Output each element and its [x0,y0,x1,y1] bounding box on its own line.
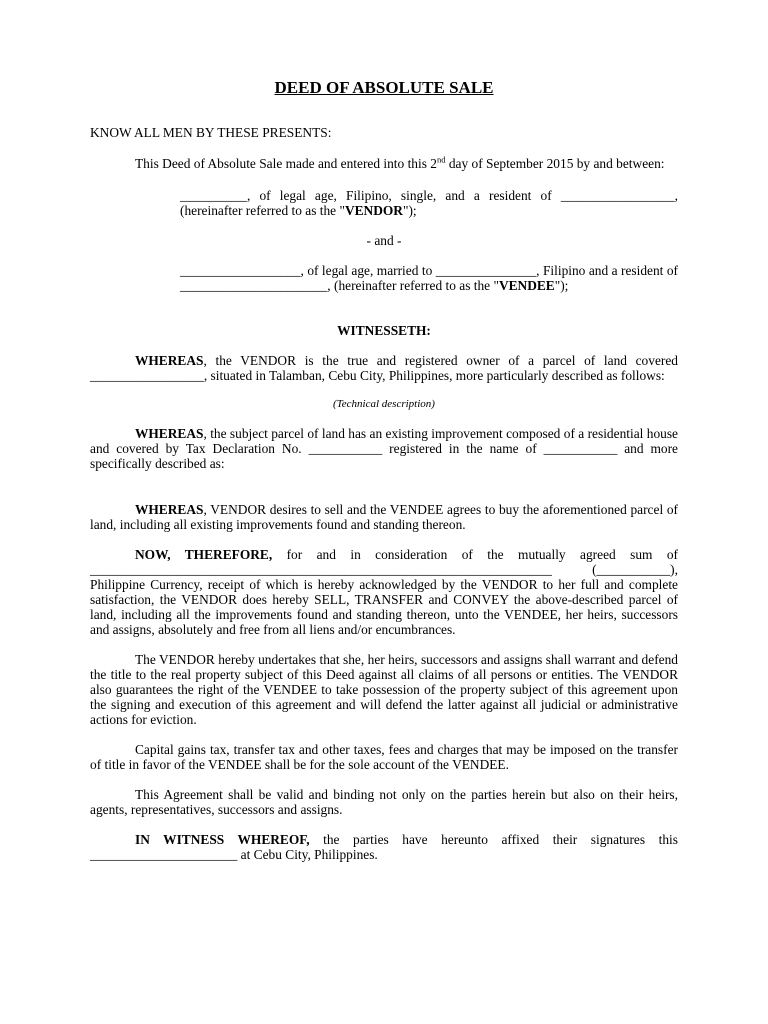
taxes-paragraph: Capital gains tax, transfer tax and other taxes, fees and charges that may be imposed on the transfer of title in favor of the VENDEE shall be for the sole account of the VENDEE. [90,742,678,772]
witnesseth-heading: WITNESSETH: [337,323,431,338]
whereas-improvement-text: , the subject parcel of land has an existing improvement composed of a residential house and covered by Tax Declaration No. ___________ registered in the name of ___________ and more specifically described as: [90,426,678,471]
vendor-party-text: __________, of legal age, Filipino, single, and a resident of _________________, (hereinafter referred to as the " [180,188,678,218]
vendor-label: VENDOR [344,203,403,218]
document-page [90,78,678,862]
whereas-ownership-paragraph [90,353,678,383]
vendee-party-end: "); [554,278,569,293]
and-separator: - and - [366,233,402,248]
in-witness-text: the parties have hereunto affixed their signatures this ______________________ at Cebu City, Philippines. [90,832,678,862]
warranty-paragraph: The VENDOR hereby undertakes that she, her heirs, successors and assigns shall warrant and defend the title to the real property subject of this Deed against all claims of all persons or entities. The VENDOR also guarantees the right of the VENDEE to take possession of the property subject of this agreement upon the signing and execution of this agreement and will defend the latter against all judicial or administrative actions for eviction. [90,652,678,727]
technical-description-placeholder: (Technical description) [333,398,435,410]
intro-ordinal-suffix: nd [436,154,446,165]
whereas-keyword: WHEREAS [135,353,204,368]
now-therefore-text: for and in consideration of the mutually agreed sum of _____________________________________________________________________ (___________), Philippine Currency, receipt of which is hereby acknowledged by the VENDOR to her full and complete satisfaction, the VENDOR does hereby SELL, TRANSFER and CONVEY the above-described parcel of land, including all the improvements found and standing thereon, unto the VENDEE, her heirs, successors and assigns, absolutely and free from all liens and/or encumbrances. [90,547,678,637]
binding-paragraph: This Agreement shall be valid and binding not only on the parties herein but also on their heirs, agents, representatives, successors and assigns. [90,787,678,817]
in-witness-keyword: IN WITNESS WHEREOF, [135,832,310,847]
intro-text-before: This Deed of Absolute Sale made and entered into this 2 [135,156,437,171]
vendor-party [180,188,678,218]
now-therefore-paragraph [90,547,678,637]
document-title: DEED OF ABSOLUTE SALE [274,78,494,97]
vendee-party-text: __________________, of legal age, married to _______________, Filipino and a resident of ______________________, (hereinafter referred to as the " [180,263,678,293]
vendee-label: VENDEE [498,278,555,293]
in-witness-paragraph [90,832,678,862]
whereas-ownership-text: , the VENDOR is the true and registered owner of a parcel of land covered _________________, situated in Talamban, Cebu City, Philippines, more particularly described as follows: [90,353,678,383]
vendee-party [180,263,678,293]
whereas-improvement-paragraph [90,426,678,471]
whereas-keyword: WHEREAS [135,426,204,441]
whereas-sale-text: , VENDOR desires to sell and the VENDEE agrees to buy the aforementioned parcel of land, including all existing improvements found and standing thereon. [90,502,678,532]
whereas-keyword: WHEREAS [135,502,204,517]
whereas-sale-paragraph [90,502,678,532]
intro-text-after: day of September 2015 by and between: [445,156,665,171]
salutation: KNOW ALL MEN BY THESE PRESENTS: [90,125,332,140]
now-therefore-keyword: NOW, THEREFORE, [135,547,273,562]
vendor-party-end: "); [402,203,417,218]
intro-paragraph [90,156,678,171]
